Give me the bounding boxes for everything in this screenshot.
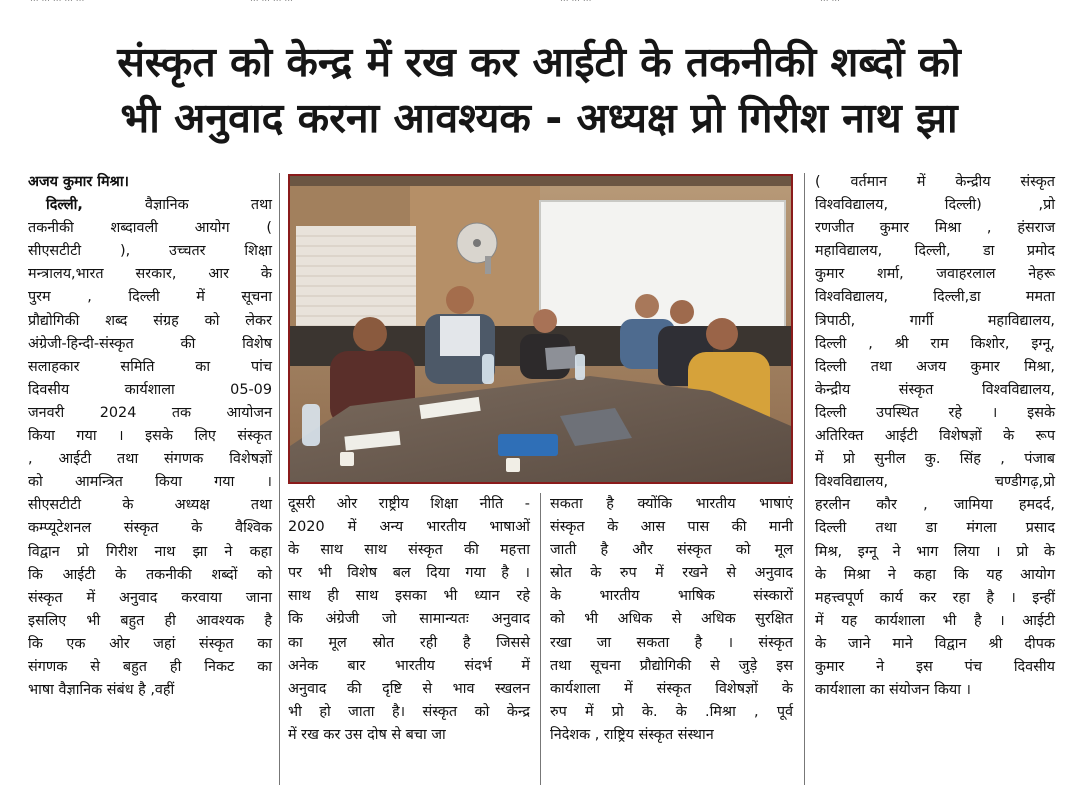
article-text-line: जाती है और संस्कृत को मूल bbox=[550, 542, 793, 559]
article-text-line: अनुवाद की दृष्टि से भाव स्खलन bbox=[288, 680, 530, 697]
article-text-line: दिल्ली , श्री राम किशोर, इग्नू, bbox=[815, 335, 1055, 352]
article-text-line: पर भी विशेष बल दिया गया है । bbox=[288, 565, 530, 582]
article-column-3 bbox=[550, 493, 793, 747]
article-text-line: संस्कृत के आस पास की मानी bbox=[550, 519, 793, 536]
article-column-2 bbox=[288, 493, 530, 747]
dateline: दिल्ली, bbox=[46, 197, 83, 214]
top-strip-text bbox=[250, 0, 293, 4]
article-text-line: पुरम , दिल्ली में सूचना bbox=[28, 289, 272, 306]
article-text-line: के जाने माने विद्वान श्री दीपक bbox=[815, 635, 1055, 652]
article-text-line: संगणक से बहुत ही निकट का bbox=[28, 658, 272, 675]
article-text-line: को आमन्त्रित किया गया । bbox=[28, 474, 272, 491]
article-text-line: साथ ही साथ इसका भी ध्यान रहे bbox=[288, 588, 530, 605]
article-text-line: भी हो जाता है। संस्कृत को केन्द्र bbox=[288, 703, 530, 720]
meeting-photo-illustration bbox=[290, 176, 791, 482]
article-text-line: को भी अधिक से अधिक सुरक्षित bbox=[550, 611, 793, 628]
article-text-line: कुमार ने इस पंच दिवसीय bbox=[815, 658, 1055, 675]
article-text-line: अनेक बार भारतीय संदर्भ में bbox=[288, 657, 530, 674]
article-text-line: मन्त्रालय,भारत सरकार, आर के bbox=[28, 266, 272, 283]
article-text-line: इसलिए भी बहुत ही आवश्यक है bbox=[28, 612, 272, 629]
article-text-line: कि अंग्रेजी जो सामान्यतः अनुवाद bbox=[288, 611, 530, 628]
article-text-line: दिवसीय कार्यशाला 05-09 bbox=[28, 381, 272, 398]
article-column-4 bbox=[815, 171, 1055, 702]
article-text-line: रुप में प्रो के. के .मिश्रा , पूर्व bbox=[550, 703, 793, 720]
article-headline bbox=[10, 34, 1068, 146]
article-text-line: विश्वविद्यालय, चण्डीगढ़,प्रो bbox=[815, 474, 1055, 491]
article-text-line: विश्वविद्यालय, दिल्ली,डा ममता bbox=[815, 289, 1055, 306]
article-text-line: तथा सूचना प्रौद्योगिकी से जुड़े इस bbox=[550, 657, 793, 674]
article-text-line: कार्यशाला का संयोजन किया । bbox=[815, 682, 971, 699]
article-text-line: कम्प्यूटेशनल संस्कृत के वैश्विक bbox=[28, 520, 272, 537]
article-text-line: तकनीकी शब्दावली आयोग ( bbox=[28, 220, 272, 237]
article-text-line: अतिरिक्त आईटी विशेषज्ञों के रूप bbox=[815, 428, 1055, 445]
article-text-line: दूसरी ओर राष्ट्रीय शिक्षा नीति - bbox=[288, 496, 530, 512]
article-text-line: निदेशक , राष्ट्रिय संस्कृत संस्थान bbox=[550, 726, 714, 743]
article-text-line: का मूल स्रोत रही है जिससे bbox=[288, 634, 530, 651]
column-divider bbox=[540, 493, 541, 785]
article-text-line: सकता है क्योंकि भारतीय भाषाएं bbox=[550, 496, 793, 512]
top-cropped-text-strip bbox=[0, 0, 1078, 8]
article-text-line: में रख कर उस दोष से बचा जा bbox=[288, 726, 446, 743]
article-text-line: दिल्ली उपस्थित रहे । इसके bbox=[815, 404, 1055, 421]
byline: अजय कुमार मिश्रा। bbox=[28, 174, 130, 190]
article-text-line: मिश्र, इग्नू ने भाग लिया । प्रो के bbox=[815, 543, 1055, 560]
article-text-line: महाविद्यालय, दिल्ली, डा प्रमोद bbox=[815, 243, 1055, 260]
article-text-line: किया गया । इसके लिए संस्कृत bbox=[28, 428, 272, 445]
article-text-line: हरलीन कौर , जामिया हमदर्द, bbox=[815, 497, 1055, 514]
article-text-line: दिल्ली, वैज्ञानिक तथा bbox=[46, 197, 272, 214]
top-strip-text bbox=[30, 0, 84, 4]
article-text-line: प्रौद्योगिकी शब्द संग्रह को लेकर bbox=[28, 312, 272, 329]
article-text-line: अंग्रेजी-हिन्दी-संस्कृत की विशेष bbox=[28, 335, 272, 352]
article-text-line: विद्वान प्रो गिरीश नाथ झा ने कहा bbox=[28, 543, 272, 560]
article-text-line: दिल्ली तथा डा मंगला प्रसाद bbox=[815, 520, 1055, 537]
article-text-line: ( वर्तमान में केन्द्रीय संस्कृत bbox=[815, 174, 1055, 190]
headline-line-1: संस्कृत को केन्द्र में रख कर आईटी के तकनीकी शब्दों को bbox=[117, 38, 961, 86]
article-text-line: त्रिपाठी, गार्गी महाविद्यालय, bbox=[815, 312, 1055, 329]
article-text-line: कि आईटी के तकनीकी शब्दों को bbox=[28, 566, 272, 583]
article-text-line: केन्द्रीय संस्कृत विश्वविद्यालय, bbox=[815, 381, 1055, 398]
article-text-line: जनवरी 2024 तक आयोजन bbox=[28, 404, 272, 421]
article-text-line: में प्रो सुनील कु. सिंह , पंजाब bbox=[815, 451, 1055, 468]
top-strip-text bbox=[820, 0, 840, 4]
article-text-line: दिल्ली तथा अजय कुमार मिश्रा, bbox=[815, 358, 1055, 375]
article-column-1 bbox=[28, 171, 272, 702]
article-text-line: रखा जा सकता है । संस्कृत bbox=[550, 634, 793, 651]
article-text-line: विश्वविद्यालय, दिल्ली) ,प्रो bbox=[815, 197, 1055, 214]
column-divider bbox=[804, 173, 805, 785]
article-text-line: महत्त्वपूर्ण कार्य कर रहा है । इन्हीं bbox=[815, 589, 1055, 606]
article-text-line: संस्कृत में अनुवाद करवाया जाना bbox=[28, 589, 272, 606]
article-text-line: के मिश्रा ने कहा कि यह आयोग bbox=[815, 566, 1055, 583]
headline-line-2: भी अनुवाद करना आवश्यक - अध्यक्ष प्रो गिरीश नाथ झा bbox=[120, 94, 958, 142]
article-text-line: के साथ साथ संस्कृत की महत्ता bbox=[288, 542, 530, 559]
article-text-line: कि एक ओर जहां संस्कृत का bbox=[28, 635, 272, 652]
article-text-line: में यह कार्यशाला भी है । आईटी bbox=[815, 612, 1055, 629]
article-text-line: , आईटी तथा संगणक विशेषज्ञों bbox=[28, 451, 272, 468]
column-divider bbox=[279, 173, 280, 785]
article-text-line: सलाहकार समिति का पांच bbox=[28, 358, 272, 375]
article-text-line: स्रोत के रुप में रखने से अनुवाद bbox=[550, 565, 793, 582]
top-strip-text bbox=[560, 0, 591, 4]
article-text-line: रणजीत कुमार मिश्रा , हंसराज bbox=[815, 220, 1055, 237]
meeting-photo bbox=[288, 174, 793, 484]
article-text-line: भाषा वैज्ञानिक संबंध है ,वहीं bbox=[28, 682, 175, 699]
article-text-line: कुमार शर्मा, जवाहरलाल नेहरू bbox=[815, 266, 1055, 283]
article-text-line: सीएसटीटी के अध्यक्ष तथा bbox=[28, 497, 272, 514]
article-text-line: 2020 में अन्य भारतीय भाषाओं bbox=[288, 519, 530, 536]
article-text-line: के भारतीय भाषिक संस्कारों bbox=[550, 588, 793, 605]
article-text-line: कार्यशाला में संस्कृत विशेषज्ञों के bbox=[550, 680, 793, 697]
article-text-line: सीएसटीटी ), उच्चतर शिक्षा bbox=[28, 243, 272, 260]
